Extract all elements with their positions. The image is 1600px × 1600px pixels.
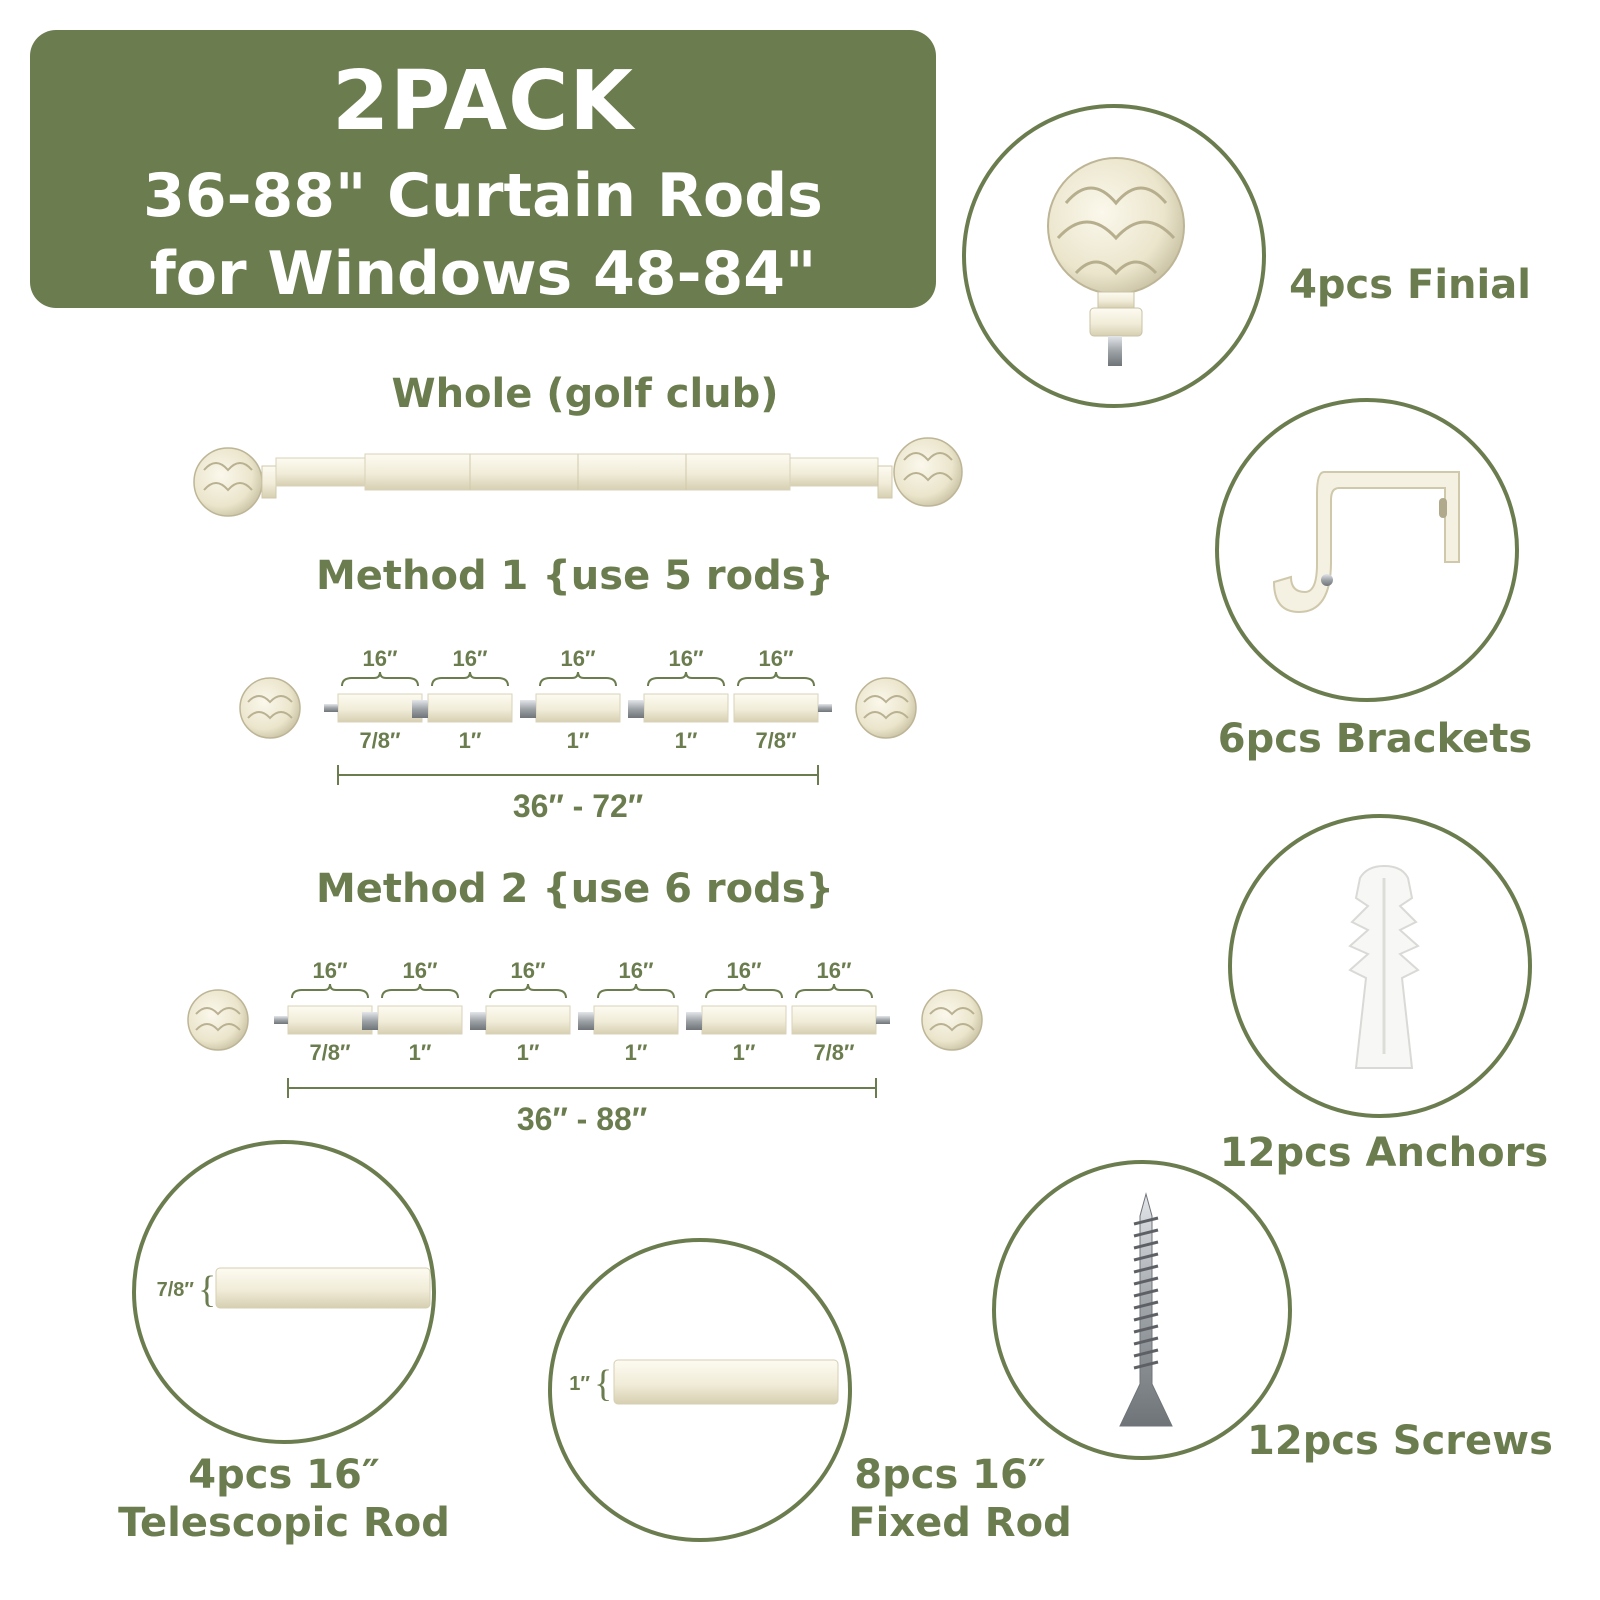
method2-diameter-label: 1″: [732, 1040, 756, 1065]
method1-length-label: 16″: [668, 646, 704, 671]
method2-length-brace: [706, 984, 782, 998]
method2-rod-segment: [702, 1006, 786, 1034]
banner-line-2: 36-88" Curtain Rods: [143, 161, 823, 231]
telescopic-label-2: Telescopic Rod: [118, 1500, 450, 1546]
method1-diameter-label: 1″: [674, 728, 698, 753]
fixed-diameter: 1″: [569, 1373, 590, 1395]
anchor-icon: [1232, 818, 1536, 1122]
screws-label: 12pcs Screws: [1247, 1418, 1553, 1464]
method1-title: Method 1 {use 5 rods}: [315, 553, 835, 599]
method2-connector: [470, 1012, 486, 1030]
method2-length-label: 16″: [312, 958, 348, 983]
finial-circle: [962, 104, 1266, 408]
method2-finial-left-icon: [188, 990, 248, 1050]
method2-length-label: 16″: [816, 958, 852, 983]
anchors-label: 12pcs Anchors: [1219, 1130, 1549, 1176]
method2-length-brace: [796, 984, 872, 998]
method2-rod-segment: [486, 1006, 570, 1034]
method2-diameter-label: 1″: [408, 1040, 432, 1065]
method2-rod-segment: [378, 1006, 462, 1034]
brackets-label: 6pcs Brackets: [1217, 716, 1533, 762]
method1-length-label: 16″: [758, 646, 794, 671]
telescopic-diameter: 7/8″: [156, 1279, 194, 1301]
whole-title: Whole (golf club): [391, 371, 779, 417]
method2-length-label: 16″: [402, 958, 438, 983]
method1-diameter-label: 7/8″: [755, 728, 797, 753]
fixed-label-2: Fixed Rod: [848, 1500, 1072, 1546]
method2-length-label: 16″: [618, 958, 654, 983]
method1-range-label: 36″ - 72″: [512, 788, 644, 824]
finial-icon: [966, 108, 1270, 412]
method1-diameter-label: 7/8″: [359, 728, 401, 753]
method2-rod-segment: [288, 1006, 372, 1034]
method2-diameter-label: 7/8″: [813, 1040, 855, 1065]
banner-line-1: 2PACK: [332, 54, 634, 149]
method1-length-label: 16″: [362, 646, 398, 671]
method2-connector: [362, 1012, 378, 1030]
method2-rod-segment: [594, 1006, 678, 1034]
fixed-label-1: 8pcs 16″: [854, 1452, 1046, 1498]
method1-length-label: 16″: [560, 646, 596, 671]
banner-line-3: for Windows 48-84": [149, 239, 817, 309]
method2-length-brace: [598, 984, 674, 998]
method2-length-brace: [490, 984, 566, 998]
method1-length-label: 16″: [452, 646, 488, 671]
method1-diameter-label: 1″: [458, 728, 482, 753]
method1-diameter-label: 1″: [566, 728, 590, 753]
method2-range-label: 36″ - 88″: [516, 1101, 648, 1137]
svg-text:{: {: [198, 1269, 217, 1311]
method2-connector: [686, 1012, 702, 1030]
method2-length-brace: [292, 984, 368, 998]
method2-title: Method 2 {use 6 rods}: [315, 866, 835, 912]
telescopic-label-1: 4pcs 16″: [188, 1452, 380, 1498]
method2-length-label: 16″: [510, 958, 546, 983]
anchors-circle: [1228, 814, 1532, 1118]
brackets-circle: [1215, 398, 1519, 702]
method2-length-brace: [382, 984, 458, 998]
method2-connector: [578, 1012, 594, 1030]
method2-diameter-label: 1″: [516, 1040, 540, 1065]
method2-diameter-label: 1″: [624, 1040, 648, 1065]
screws-circle: [992, 1160, 1292, 1460]
method2-length-label: 16″: [726, 958, 762, 983]
method2-finial-right-icon: [922, 990, 982, 1050]
svg-text:{: {: [594, 1363, 613, 1405]
finial-label: 4pcs Finial: [1289, 262, 1531, 308]
method2-rod-segment: [792, 1006, 876, 1034]
bracket-icon: [1219, 402, 1523, 706]
method2-diameter-label: 7/8″: [309, 1040, 351, 1065]
